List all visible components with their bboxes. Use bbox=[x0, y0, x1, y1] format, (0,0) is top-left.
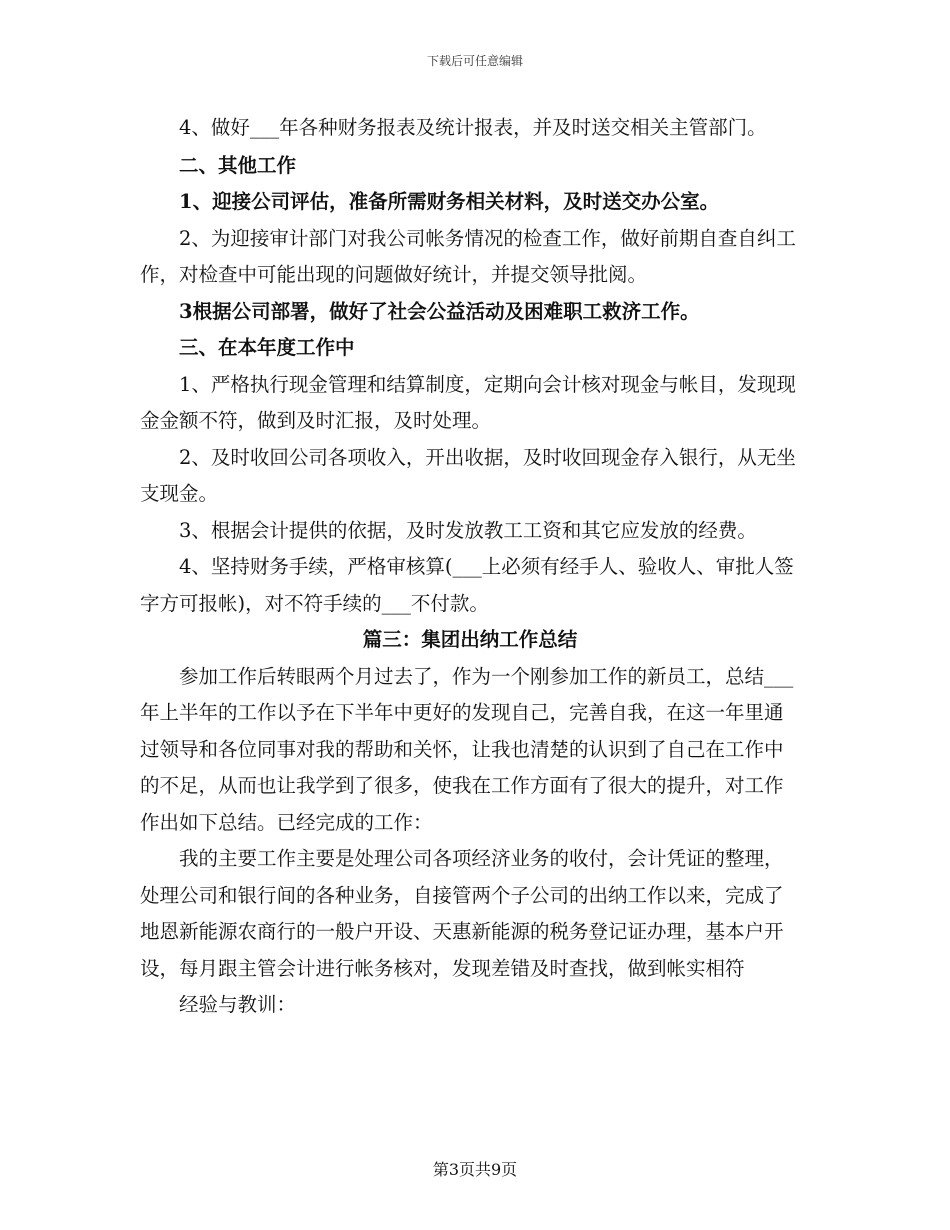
chapter-title: 篇三：集团出纳工作总结 bbox=[362, 628, 578, 651]
page-header: 下载后可任意编辑 bbox=[426, 54, 523, 68]
paragraph-wage-payment: 3、根据会计提供的依据，及时发放教工工资和其它应发放的经费。 bbox=[179, 518, 757, 542]
paragraph-intro: 参加工作后转眼两个月过去了，作为一个刚参加工作的新员工，总结___年上半年的工作以予在下半年中更好的发现自己，完善自我，在这一年里通过领导和各位同事对我的帮助和关怀，让我也清楚的认识到了自己在工作中的不足，从而也让我学到了很多，使我在工作方面有了很大的提升，对工作作出如下总结。已经完成的工作： bbox=[140, 664, 794, 834]
document-body bbox=[140, 110, 800, 1024]
paragraph-cash-management: 1、严格执行现金管理和结算制度，定期向会计核对现金与帐目，发现现金金额不符，做到及时汇报，及时处理。 bbox=[140, 372, 796, 432]
paragraph-income-collection: 2、及时收回公司各项收入，开出收据，及时收回现金存入银行，从无坐支现金。 bbox=[140, 445, 796, 505]
paragraph-main-work: 我的主要工作主要是处理公司各项经济业务的收付，会计凭证的整理，处理公司和银行间的各种业务，自接管两个子公司的出纳工作以来，完成了地恩新能源农商行的一般户开设、天惠新能源的税务登记证办理，基本户开设，每月跟主管会计进行帐务核对，发现差错及时查找，做到帐实相符 bbox=[140, 847, 784, 980]
paragraph-lessons-heading: 经验与教训： bbox=[179, 993, 297, 1016]
page-footer: 第3页共9页 bbox=[432, 1160, 518, 1179]
paragraph-financial-procedures: 4、坚持财务手续，严格审核算(___上必须有经手人、验收人、审批人签字方可报帐)，对不符手续的___不付款。 bbox=[140, 555, 794, 615]
paragraph-report-item: 4、做好___年各种财务报表及统计报表，并及时送交相关主管部门。 bbox=[179, 116, 767, 139]
paragraph-public-welfare: 3根据公司部署，做好了社会公益活动及困难职工救济工作。 bbox=[179, 299, 700, 323]
paragraph-audit: 2、为迎接审计部门对我公司帐务情况的检查工作，做好前期自查自纠工作，对检查中可能出现的问题做好统计，并提交领导批阅。 bbox=[140, 226, 796, 286]
section-heading-this-year: 三、在本年度工作中 bbox=[179, 336, 355, 359]
paragraph-evaluation: 1、迎接公司评估，准备所需财务相关材料，及时送交办公室。 bbox=[179, 190, 720, 213]
section-heading-other-work: 二、其他工作 bbox=[179, 153, 297, 177]
